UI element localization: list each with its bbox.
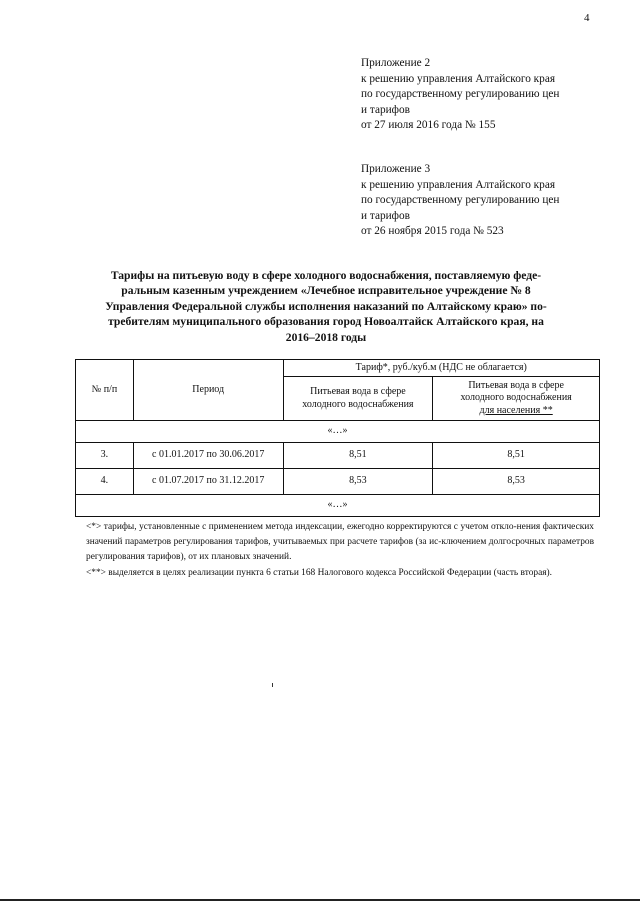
table-row [76, 469, 600, 495]
appendix-line: по государственному регулированию цен [361, 88, 560, 100]
appendix-line: от 27 июля 2016 года № 155 [361, 119, 496, 131]
cell-number: 4. [76, 469, 134, 495]
cell-water-population: 8,53 [433, 469, 600, 495]
appendix-3-header [361, 162, 611, 240]
appendix-line: от 26 ноября 2015 года № 523 [361, 225, 504, 237]
header-water-population-line: для населения ** [479, 404, 553, 416]
title-line: Тарифы на питьевую воду в сфере холодного водоснабжения, поставляемую феде- [110, 269, 542, 282]
table-ellipsis-row: «…» [76, 421, 600, 443]
appendix-2-header [361, 56, 611, 134]
appendix-line: и тарифов [361, 209, 410, 222]
header-water-population-line: Питьевая вода в сфере [468, 379, 564, 391]
tariff-table [75, 359, 600, 517]
footnotes [86, 520, 594, 582]
cell-period: с 01.07.2017 по 31.12.2017 [133, 469, 283, 495]
title-line: 2016–2018 годы [285, 330, 367, 344]
header-water: Питьевая вода в сфере холодного водоснабжения [283, 377, 433, 421]
title-line: ральным казенным учреждением «Лечебное исправительное учреждение № 8 [121, 284, 531, 298]
footnote: <*> тарифы, установленные с применением метода индексации, ежегодно корректируются с учетом откло-нения фактических значений параметров регулирования тарифов, учитываемых при расчете тарифов (за ис-ключением долгосрочных параметров регулирования тарифов), от их плановых значений. [86, 522, 594, 562]
cell-water-population: 8,51 [433, 443, 600, 469]
title-line: требителям муниципального образования город Новоалтайск Алтайского края, на [108, 315, 544, 329]
appendix-line: к решению управления Алтайского края [361, 178, 556, 191]
footnote: <**> выделяется в целях реализации пункта 6 статьи 168 Налогового кодекса Российской Федерации (часть вторая). [86, 568, 553, 578]
cell-period: с 01.01.2017 по 30.06.2017 [133, 443, 283, 469]
cell-number: 3. [76, 443, 134, 469]
appendix-line: по государственному регулированию цен [361, 194, 560, 206]
title-line: Управления Федеральной службы исполнения наказаний по Алтайскому краю» по- [105, 299, 547, 313]
header-period: Период [133, 360, 283, 421]
cell-water: 8,51 [283, 443, 433, 469]
scan-mark [272, 683, 273, 687]
appendix-line: Приложение 2 [361, 57, 431, 69]
scan-edge-line [0, 899, 640, 901]
cell-water: 8,53 [283, 469, 433, 495]
appendix-line: и тарифов [361, 103, 410, 116]
document-title [86, 268, 566, 345]
header-number: № п/п [76, 360, 134, 421]
appendix-line: Приложение 3 [361, 163, 431, 175]
header-tariff: Тариф*, руб./куб.м (НДС не облагается) [283, 360, 599, 377]
page-number: 4 [584, 12, 590, 24]
header-water-population [433, 377, 600, 421]
table-row [76, 443, 600, 469]
header-water-population-line: холодного водоснабжения [460, 392, 572, 404]
appendix-line: к решению управления Алтайского края [361, 72, 556, 85]
table-ellipsis-row: «…» [76, 495, 600, 517]
